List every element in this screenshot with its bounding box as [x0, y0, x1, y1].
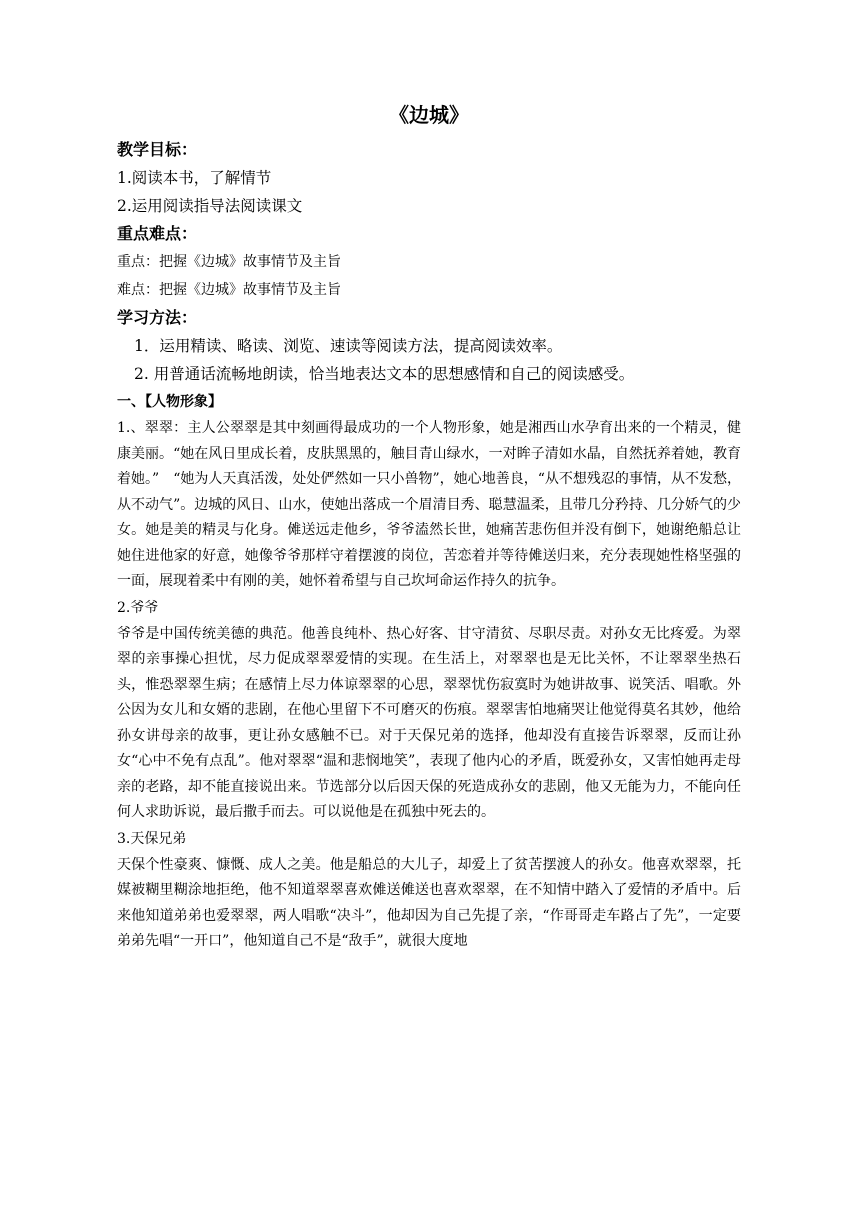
section-title-characters: 一、【人物形象】 [117, 394, 222, 410]
objective-item-1: 1.阅读本书，了解情节 [117, 169, 272, 187]
document-title: 《边城》 [389, 103, 469, 127]
objectives-heading: 教学目标： [117, 140, 198, 159]
method-item-2: 2. 用普通话流畅地朗读，恰当地表达文本的思想感情和自己的阅读感受。 [134, 365, 635, 383]
subheading-tianbao: 3.天保兄弟 [117, 830, 187, 847]
methods-heading: 学习方法： [117, 308, 198, 327]
objective-item-2: 2.运用阅读指导法阅读课文 [117, 197, 303, 215]
subheading-grandpa: 2.爷爷 [117, 599, 159, 616]
key-points-heading: 重点难点： [117, 224, 198, 243]
paragraph-grandpa: 爷爷是中国传统美德的典范。他善良纯朴、热心好客、甘守清贫、尽职尽责。对孙女无比疼爱。为翠翠的亲事操心担忧，尽力促成翠翠爱情的实现。在生活上，对翠翠也是无比关怀，不让翠翠坐热石头，惟恐翠翠生病；在感情上尽力体谅翠翠的心思，翠翠忧伤寂寞时为她讲故事、说笑活、唱歌。外公因为女儿和女婿的悲剧，在他心里留下不可磨灭的伤痕。翠翠害怕地痛哭让他觉得莫名其妙，他给孙女讲母亲的故事，更让孙女感触不已。对于天保兄弟的选择，他却没有直接告诉翠翠，反而让孙女“心中不免有点乱”。他对翠翠“温和悲悯地笑”，表现了他内心的矛盾，既爱孙女，又害怕她再走母亲的老路，却不能直接说出来。节选部分以后因天保的死造成孙女的悲剧，他又无能为力，不能向任何人求助诉说，最后撒手而去。可以说他是在孤独中死去的。 [117, 625, 741, 820]
paragraph-tianbao: 天保个性豪爽、慷慨、成人之美。他是船总的大儿子，却爱上了贫苦摆渡人的孙女。他喜欢翠翠，托媒被糊里糊涂地拒绝，他不知道翠翠喜欢傩送傩送也喜欢翠翠，在不知情中踏入了爱情的矛盾中。后来他知道弟弟也爱翠翠，两人唱歌“决斗”，他却因为自己先提了亲，“作哥哥走车路占了先”，一定要弟弟先唱“一开口”，他知道自己不是“敌手”，就很大度地 [117, 856, 741, 949]
key-point-item-1: 重点：把握《边城》故事情节及主旨 [117, 254, 341, 270]
method-item-1: 1．运用精读、略读、浏览、速读等阅读方法，提高阅读效率。 [134, 337, 563, 355]
document-body [117, 100, 741, 955]
key-point-item-2: 难点：把握《边城》故事情节及主旨 [117, 282, 341, 298]
paragraph-cuicui: 1.、翠翠：主人公翠翠是其中刻画得最成功的一个人物形象，她是湘西山水孕育出来的一个精灵，健康美丽。“她在风日里成长着，皮肤黑黑的，触目青山绿水，一对眸子清如水晶，自然抚养着她，教育着她。” “她为人天真活泼，处处俨然如一只小兽物”，她心地善良，“从不想残忍的事情，从不发愁，从不动气”。边城的风日、山水，使她出落成一个眉清目秀、聪慧温柔，且带几分矜持、几分娇气的少女。她是美的精灵与化身。傩送远走他乡，爷爷溘然长世，她痛苦悲伤但并没有倒下，她谢绝船总让她住进他家的好意，她像爷爷那样守着摆渡的岗位，苦恋着并等待傩送归来，充分表现她性格坚强的一面，展现着柔中有刚的美，她怀着希望与自己坎坷命运作持久的抗争。 [117, 420, 741, 589]
